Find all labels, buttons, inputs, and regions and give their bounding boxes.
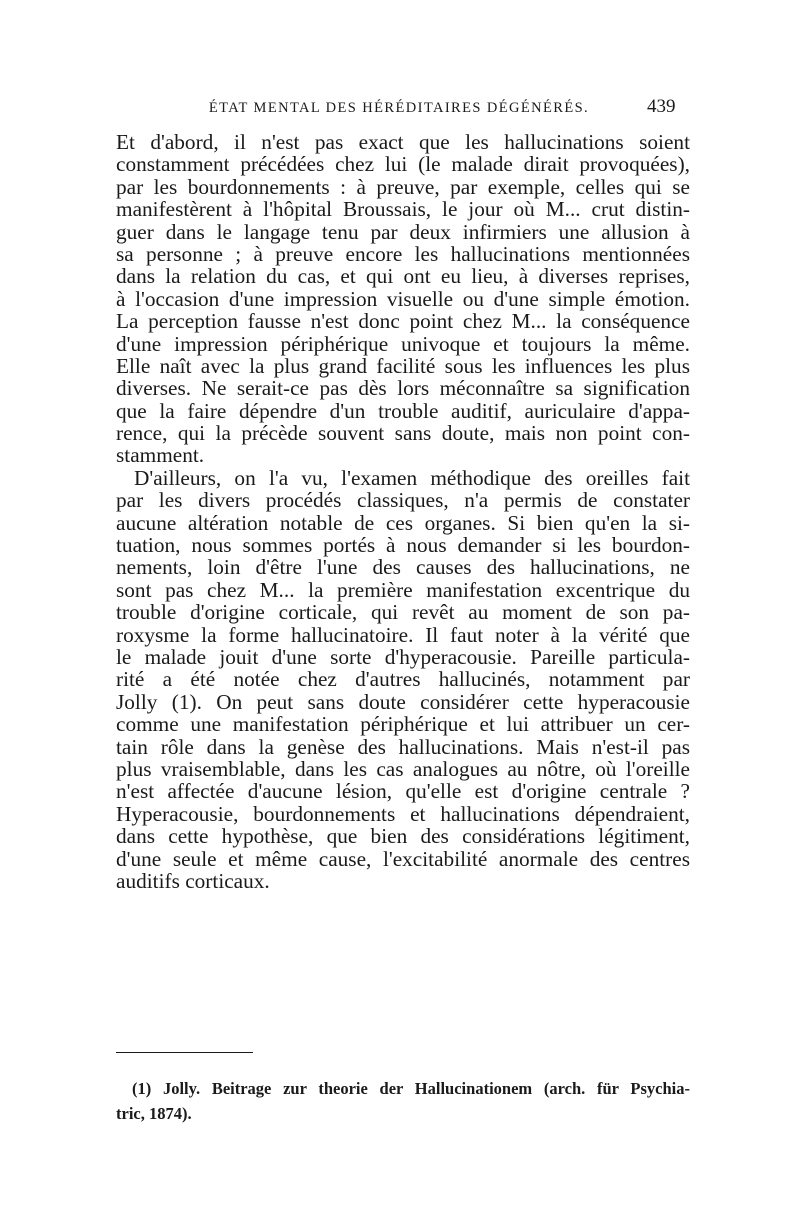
- text-line: n'est affectée d'aucune lésion, qu'elle est d'origine centrale ?: [116, 779, 690, 804]
- text-line: D'ailleurs, on l'a vu, l'examen méthodique des oreilles fait: [134, 465, 690, 490]
- text-line: tain rôle dans la genèse des hallucinations. Mais n'est-il pas: [116, 734, 690, 759]
- text-line: La perception fausse n'est donc point chez M... la conséquence: [116, 309, 690, 334]
- text-line: sont pas chez M... la première manifestation excentrique du: [116, 577, 690, 602]
- text-line: guer dans le langage tenu par deux infirmiers une allusion à: [116, 219, 690, 244]
- text-line: trouble d'origine corticale, qui revêt au moment de son pa-: [116, 600, 690, 625]
- text-line: rité a été notée chez d'autres hallucinés, notamment par: [116, 667, 690, 692]
- text-line: Hyperacousie, bourdonnements et hallucinations dépendraient,: [116, 801, 690, 826]
- text-line: stamment.: [116, 443, 205, 468]
- text-line: rence, qui la précède souvent sans doute, mais non point con-: [116, 421, 690, 446]
- text-line: Elle naît avec la plus grand facilité sous les influences les plus: [116, 353, 690, 378]
- footnote-rule: [116, 1052, 253, 1053]
- text-line: par les divers procédés classiques, n'a permis de constater: [116, 488, 690, 513]
- text-line: que la faire dépendre d'un trouble auditif, auriculaire d'appa-: [116, 398, 690, 423]
- text-line: d'une seule et même cause, l'excitabilité anormale des centres: [116, 846, 690, 871]
- text-line: plus vraisemblable, dans les cas analogues au nôtre, où l'oreille: [116, 756, 690, 781]
- text-line: roxysme la forme hallucinatoire. Il faut noter à la vérité que: [116, 622, 690, 647]
- text-line: nements, loin d'être l'une des causes des hallucinations, ne: [116, 555, 690, 580]
- footnote-line: (1) Jolly. Beitrage zur theorie der Hallucinationem (arch. für Psychia-: [132, 1079, 690, 1098]
- text-line: auditifs corticaux.: [116, 868, 270, 893]
- text-line: diverses. Ne serait-ce pas dès lors méconnaître sa signification: [116, 376, 690, 401]
- text-line: comme une manifestation périphérique et lui attribuer un cer-: [116, 712, 690, 737]
- text-line: Et d'abord, il n'est pas exact que les hallucinations soient: [116, 130, 690, 154]
- text-line: par les bourdonnements : à preuve, par exemple, celles qui se: [116, 174, 690, 199]
- text-line: à l'occasion d'une impression visuelle ou d'une simple émotion.: [116, 286, 690, 311]
- text-line: aucune altération notable de ces organes. Si bien qu'en la si-: [116, 510, 690, 535]
- body-text: [116, 131, 690, 892]
- text-line: manifestèrent à l'hôpital Broussais, le jour où M... crut distin-: [116, 197, 690, 222]
- footnote-line: tric, 1874).: [116, 1104, 192, 1123]
- text-line: dans cette hypothèse, que bien des considérations légitiment,: [116, 824, 690, 849]
- footnote: [116, 1076, 690, 1126]
- text-line: dans la relation du cas, et qui ont eu lieu, à diverses reprises,: [116, 264, 690, 289]
- running-title: ÉTAT MENTAL DES HÉRÉDITAIRES DÉGÉNÉRÉS.: [208, 100, 590, 116]
- text-line: Jolly (1). On peut sans doute considérer cette hyperacousie: [116, 689, 690, 714]
- text-line: constamment précédées chez lui (le malade dirait provoquées),: [116, 152, 690, 177]
- text-line: tuation, nous sommes portés à nous demander si les bourdon-: [116, 533, 690, 558]
- page-number: 439: [647, 96, 676, 117]
- text-line: sa personne ; à preuve encore les hallucinations mentionnées: [116, 241, 690, 266]
- text-line: le malade jouit d'une sorte d'hyperacousie. Pareille particula-: [116, 644, 690, 669]
- text-line: d'une impression périphérique univoque et toujours la même.: [116, 331, 690, 356]
